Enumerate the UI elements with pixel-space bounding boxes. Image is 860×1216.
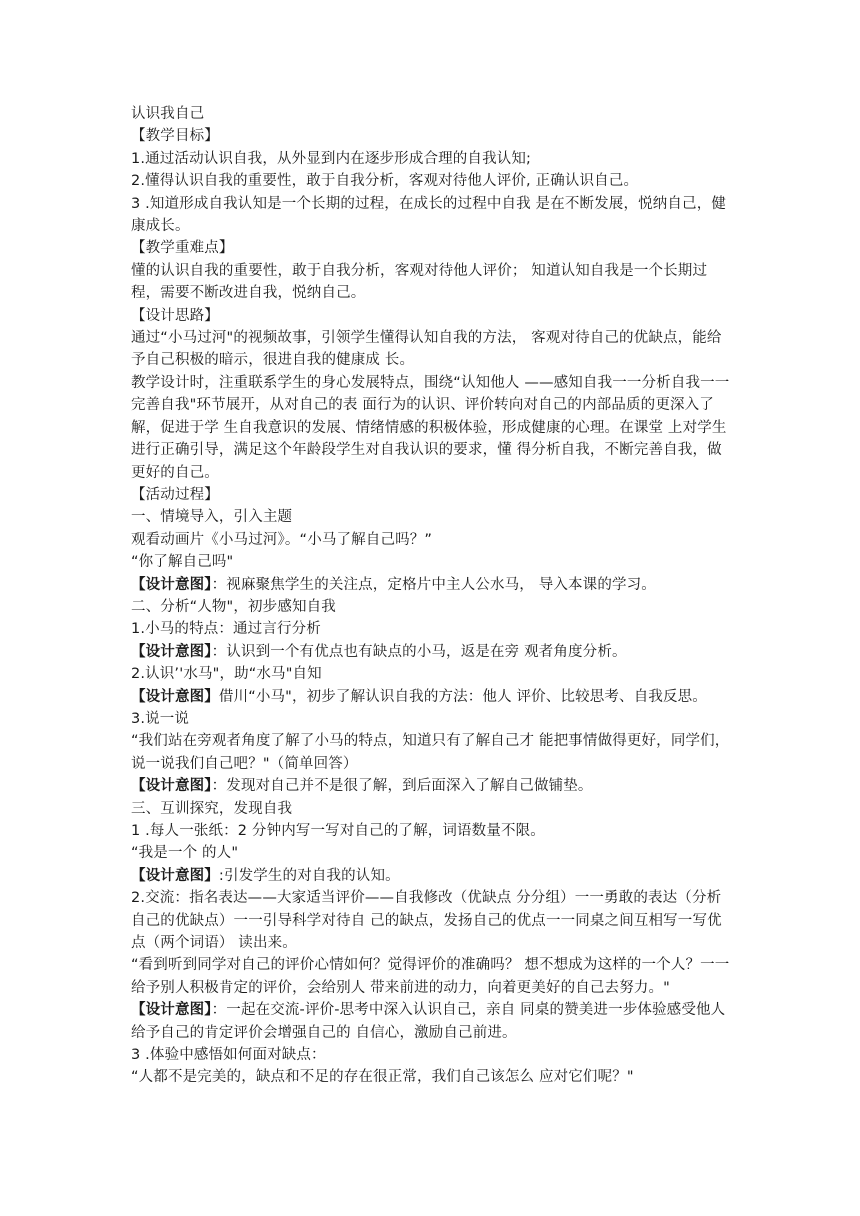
section-3-item-2: 2.交流：指名表达——大家适当评价——自我修改（优缺点 分分组）一一勇敢的表达（分析自己的优缺点）一一引导科学对待自 己的缺点，发扬自己的优点一一同桌之间互相写一写优点（两个词语） 读出来。 xyxy=(131,890,722,952)
section-3-quote-3: “人都不是完美的，缺点和不足的存在很正常，我们自己该怎么 应对它们呢？" xyxy=(131,1069,634,1086)
intent-text: ：认识到一个有优点也有缺点的小马，返是在旁 观者角度分析。 xyxy=(211,643,627,660)
section-2-item-3: 3.说一说 xyxy=(131,710,190,727)
section-2-quote: “我们站在旁观者角度了解了小马的特点，知道只有了解自己才 能把事情做得更好，同学们，说一说我们自己吧？"（简单回答） xyxy=(131,733,730,772)
intent-text: ：发现对自己并不是很了解，到后面深入了解自己做铺垫。 xyxy=(211,778,593,795)
key-points-text: 懂的认识自我的重要性，敢于自我分析，客观对待他人评价； 知道认知自我是一个长期过程，需要不断改进自我，悦纳自己。 xyxy=(131,262,708,302)
intent-text: ：视麻聚焦学生的关注点，定格片中主人公水马， 导入本课的学习。 xyxy=(211,576,656,593)
design-intent-2 xyxy=(131,641,733,663)
document-title: 认识我自己 xyxy=(131,106,205,122)
intent-text: ：一起在交流-评价-思考中深入认识自己，亲自 同桌的赞美进一步体验感受他人给予自己的肯定评价会增强自己的 自信心，激励自己前进。 xyxy=(131,1002,726,1041)
intent-label: 【设计意图】 xyxy=(131,867,219,884)
section-3-item-3: 3 .体验中感悟如何面对缺点： xyxy=(131,1047,326,1064)
process-heading: 【活动过程】 xyxy=(131,486,219,503)
design-heading: 【设计思路】 xyxy=(131,307,219,324)
design-intent-6 xyxy=(131,999,733,1044)
section-3-item-1: 1 .每人一张纸：2 分钟内写一写对自己的了解，词语数量不限。 xyxy=(131,823,545,839)
intent-text: 借川“小马"，初步了解认识自我的方法：他人 评价、比较思考、自我反思。 xyxy=(218,688,707,705)
intent-text: :引发学生的对自我的认知。 xyxy=(218,867,400,884)
section-3-title: 三、互训探究，发现自我 xyxy=(131,800,293,817)
design-intent-1 xyxy=(131,574,733,596)
intent-label: 【设计意图】 xyxy=(131,643,212,660)
section-1-line-1: 观看动画片《小马过河》。“小马了解自己吗？” xyxy=(131,531,433,548)
intent-label: 【设计意图】 xyxy=(131,1002,212,1019)
design-intent-5 xyxy=(131,865,733,887)
goal-item-3: 3 .知道形成自我认知是一个长期的过程，在成长的过程中自我 是在不断发展，悦纳自己，健康成长。 xyxy=(131,195,726,235)
design-paragraph-1: 通过“小马过河"的视频故事，引领学生懂得认知自我的方法， 客观对待自己的优缺点，能给予自己积极的暗示，很进自我的健康成 长。 xyxy=(131,330,722,369)
goal-item-2: 2.懂得认识自我的重要性，敢于自我分析，客观对待他人评价, 正确认识自己。 xyxy=(131,173,639,190)
key-points-heading: 【教学重难点】 xyxy=(131,240,234,257)
goal-item-1: 1.通过活动认识自我，从外显到内在逐步形成合理的自我认知; xyxy=(131,150,532,167)
section-3-quote-1: “我是一个 的人" xyxy=(131,845,239,862)
section-2-title: 二、分析“人物"，初步感知自我 xyxy=(131,598,336,615)
intent-label: 【设计意图】 xyxy=(131,688,219,705)
goals-heading: 【教学目标】 xyxy=(131,128,219,145)
intent-label: 【设计意图】 xyxy=(131,778,212,795)
intent-label: 【设计意图】 xyxy=(131,576,212,593)
design-intent-3 xyxy=(131,686,733,708)
section-2-item-2: 2.认识’'水马"，助“水马"自知 xyxy=(131,666,322,683)
document-body xyxy=(131,103,733,1089)
design-intent-4 xyxy=(131,775,733,797)
section-1-title: 一、情境导入，引入主题 xyxy=(131,509,293,526)
section-2-item-1: 1.小马的特点：通过言行分析 xyxy=(131,621,321,638)
section-3-quote-2: “看到听到同学对自己的评价心情如何？觉得评价的准确吗？ 想不想成为这样的一个人？一一给予别人积极肯定的评价，会给别人 带来前进的动力，向着更美好的自己去努力。" xyxy=(131,957,730,996)
design-paragraph-2: 教学设计时，注重联系学生的身心发展特点，围绕“认知他人 ——感知自我一一分析自我一一完善自我"环节展开，从对自己的表 面行为的认识、评价转向对自己的内部品质的更深入了解，促进于学 生自我意识的发展、情绪情感的积极体验，形成健康的心理。在课堂 上对学生进行正确引导，满足这个年龄段学生对自我认识的要求，懂 得分析自我，不断完善自我，做更好的自己。 xyxy=(131,374,730,481)
section-1-line-2: “你了解自己吗" xyxy=(131,554,234,571)
